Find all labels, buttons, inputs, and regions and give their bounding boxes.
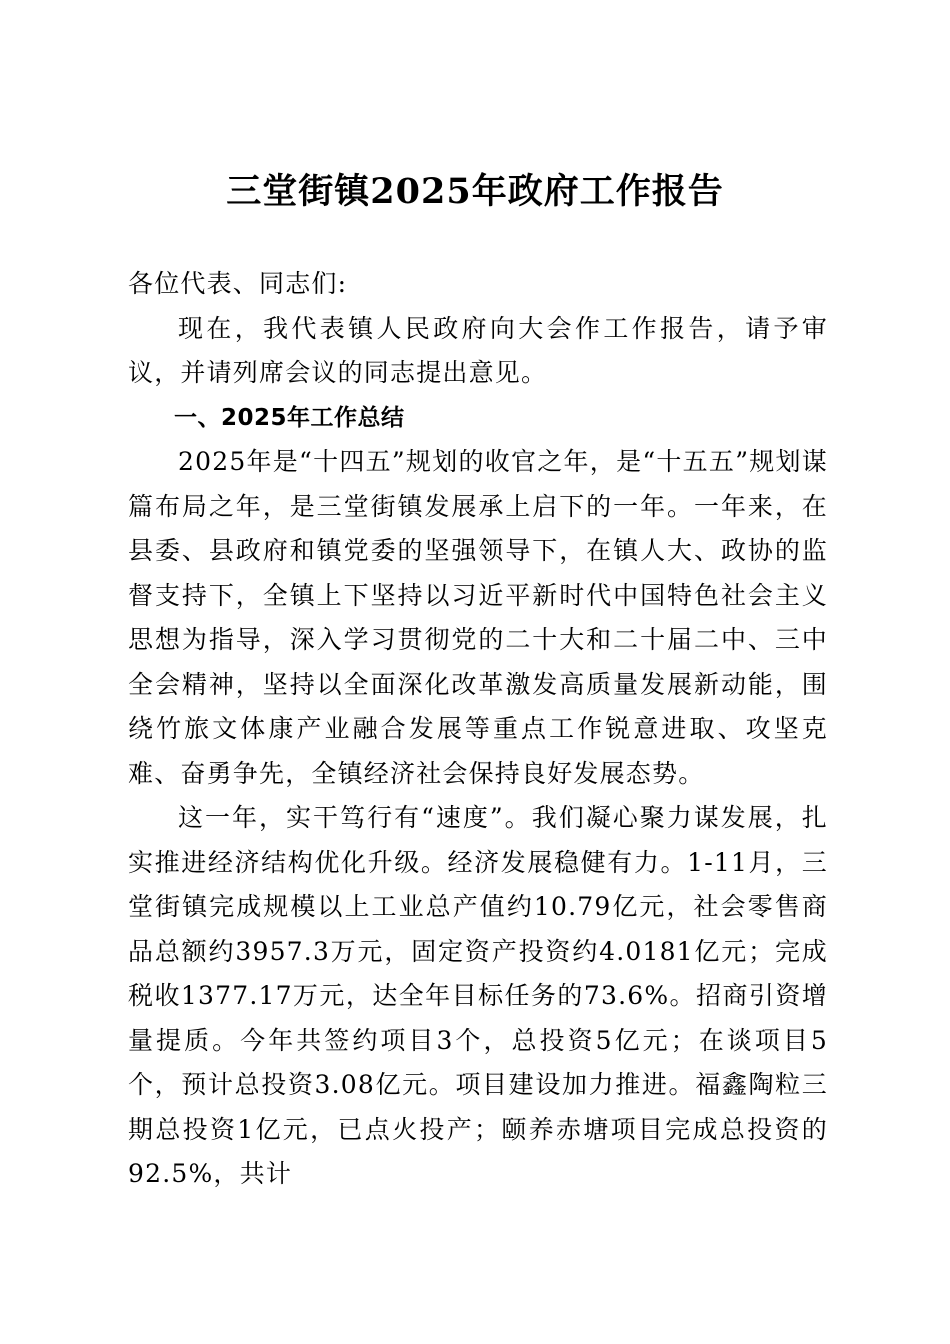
salutation: 各位代表、同志们: [128,269,348,298]
section-heading: 一、2025年工作总结 [174,404,405,431]
intro-paragraph: 现在，我代表镇人民政府向大会作工作报告，请予审议，并请列席会议的同志提出意见。 [128,313,828,387]
document-title: 三堂街镇2025年政府工作报告 [226,171,724,212]
document-body [128,262,828,1197]
speed-paragraph: 这一年，实干笃行有“速度”。我们凝心聚力谋发展，扎实推进经济结构优化升级。经济发展稳健有力。1-11月，三堂街镇完成规模以上工业总产值约10.79亿元，社会零售商品总额约3957.3万元，固定资产投资约4.0181亿元；完成税收1377.17万元，达全年目标任务的73.6%。招商引资增量提质。今年共签约项目3个，总投资5亿元；在谈项目5个，预计总投资3.08亿元。项目建设加力推进。福鑫陶粒三期总投资1亿元，已点火投产；颐养赤塘项目完成总投资的92.5%，共计 [128,803,828,1188]
summary-paragraph: 2025年是“十四五”规划的收官之年，是“十五五”规划谋篇布局之年，是三堂街镇发展承上启下的一年。一年来，在县委、县政府和镇党委的坚强领导下，在镇人大、政协的监督支持下，全镇上下坚持以习近平新时代中国特色社会主义思想为指导，深入学习贯彻党的二十大和二十届二中、三中全会精神，坚持以全面深化改革激发高质量发展新动能，围绕竹旅文体康产业融合发展等重点工作锐意进取、攻坚克难、奋勇争先，全镇经济社会保持良好发展态势。 [128,447,828,788]
